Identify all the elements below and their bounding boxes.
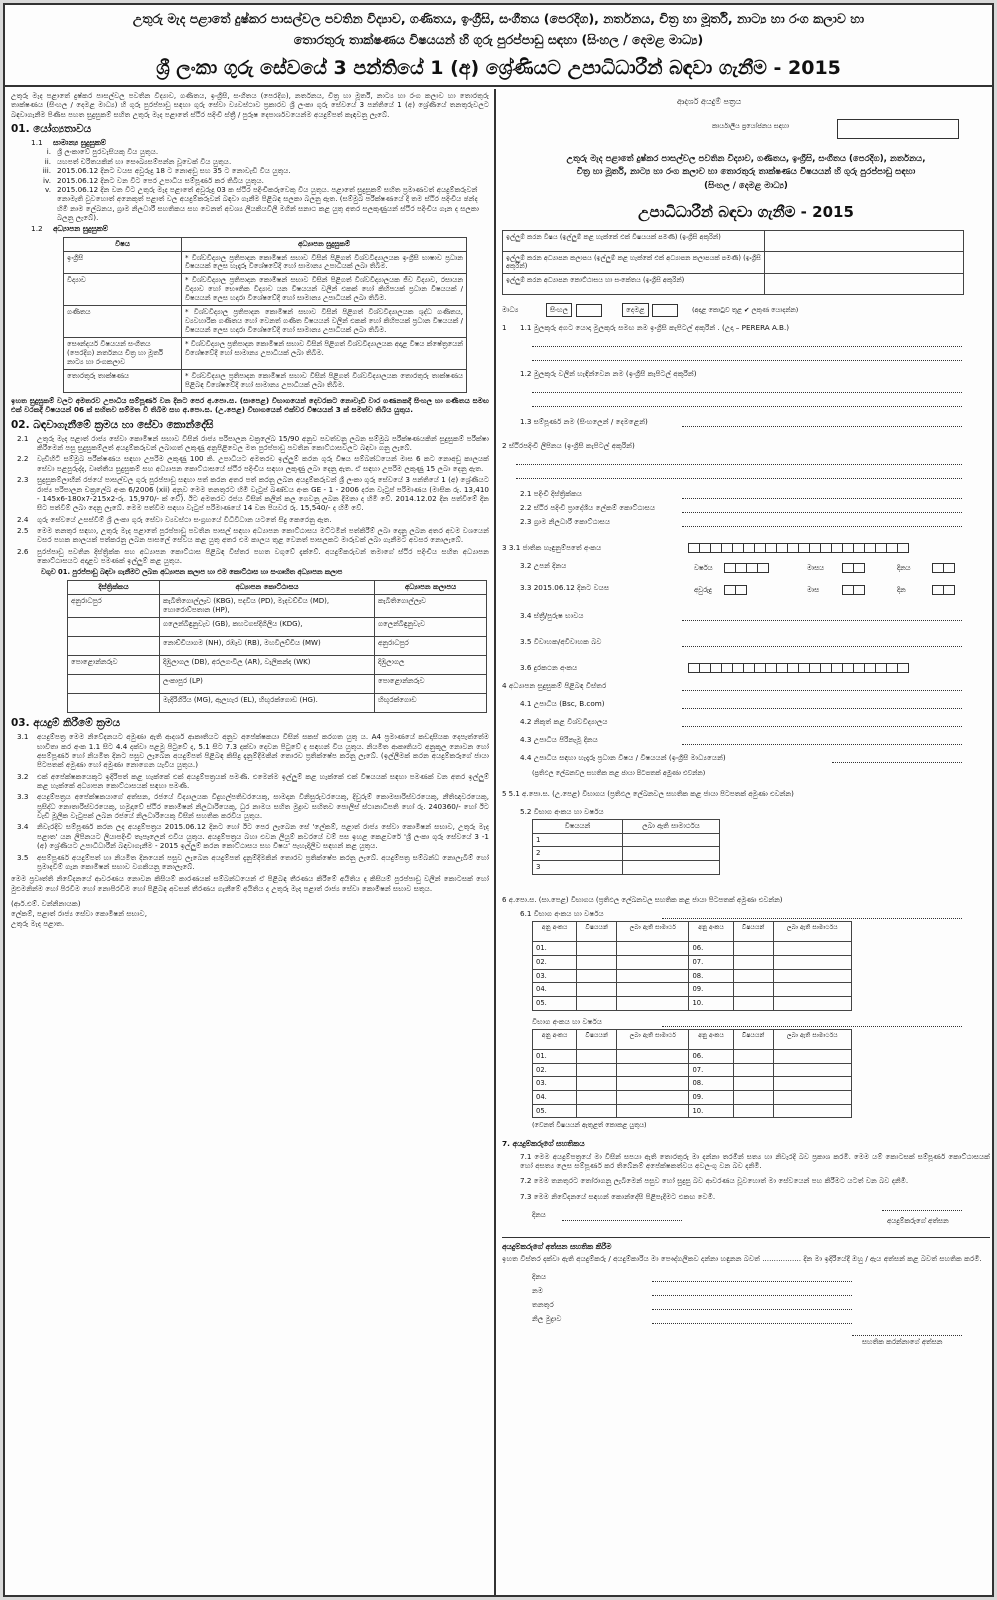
table-row <box>64 338 467 370</box>
schedule-zone: දිඹුලාගල <box>375 656 487 675</box>
dob-month-boxes[interactable] <box>842 563 864 573</box>
schedule-district <box>68 694 160 713</box>
ol-grade-cell[interactable] <box>773 1077 851 1091</box>
attestation-field-input[interactable] <box>652 1286 852 1296</box>
ol-index: 04. <box>533 1090 577 1104</box>
table-row <box>68 656 487 675</box>
intro-paragraph: උතුරු මැද පළාතේ දුෂ්කර පාසල්වල පවතින විද්‍යාව, ගණිතය, ඉංග්‍රීසි, සංගීතය (පෙරදිග), නර්තනය, චිත්‍ර හා මූර්ති, නාට්‍ය හා රංග කලාව හා තොරතුරු තාක්ෂණය (සිංහල / දෙමළ මාධ්‍ය) හි ගුරු පුරප්පාඩු සඳහා ගුරු සේවා ව්‍යවස්ථාව ප්‍රකාරව ශ්‍රී ලංකා ගුරු සේවයේ 3 පන්තියේ 1 (අ) ශ්‍රේණියේ තනතුරුවලට බඳවාගැනීම පිණිස පහත සුදුසුකම් සහිත උතුරු මැද පළාතේ ස්ථිර පදිංචි ස්ත්‍රී / පුරුෂ දෙපාර්ශවයෙන්ම අයදුම්පත් කැඳවනු ලැබේ. <box>11 91 489 119</box>
qual-requirement: * විශ්වවිද්‍යාල ප්‍රතිපාදන කොමිෂන් සභාව විසින් පිළිගත් විශ්වවිද්‍යාලයක අදාළ විෂය ක්ෂේත්‍රයෙන් විශේෂවේදී හෝ සාමාන්‍ය උපාධියක් ලබා තිබීම. <box>182 338 467 370</box>
field-6-1-label: 6.1 විභාග අංකය හා වර්ෂය <box>520 909 604 919</box>
applicant-date-label: දිනය <box>532 1211 546 1220</box>
numbered-clause: 3.1 අයදුම්පත්‍ර මෙම නිවේදනයට අමුණා ඇති ආදර්ශ ආකෘතියට අනුව අපේක්ෂකයා විසින් සකස් කරගත යුතු ය. A4 ප්‍රමාණයේ කඩදාසියක දෙපැත්තේම භාවිතා කර අංක 1.1 සිට 4.4 දක්වා පළමු පිටුවේ ද, 5.1 සිට 7.3 දක්වා දෙවන පිටුවේ ද සඳහන් විය යුතුය. නියමිත ආකෘතියට අනුකූල නොවන හෝ අසම්පූර්ණ හෝ නියමිත දිනට පසුව ලැබෙන අයදුම්පත් පිළිබඳ කිසිදු දැනුම්දීමකින් තොරව ප්‍රතික්ෂේප කරනු ලැබේ. (ඉල්ලීමක් කරන අයදුම්කරුගේ ජායා පිටපතක් අමුණා හෝ අමුණා නොගෙන යැවිය යුතුය.) <box>17 732 489 770</box>
schedule-header-division: අධ්‍යාපන කොට්ඨාසය <box>160 581 375 595</box>
field-4-1-label: 4.1 උපාධිය (Bsc, B.com) <box>520 698 605 708</box>
qualification-note: ඉහත සුදුසුකම් වලට අමතරව උපාධිය සම්පූර්ණ වන දිනට පෙර අ.පො.ස. (සාපෙළ) විභාගයෙන් දෙවරකට නොවැඩි වාර ගණනකදී සිංහල හා ගණිතය සමඟ එක් වරකදී විෂයයන් 06 ක් සහිතව සම්මත වී තිබීම සහ අ.පො.ස. (උ.පෙළ) විභාගයෙන් එක්වර විෂයයන් 3 ක් සමත්ව තිබිය යුතුය. <box>11 395 489 415</box>
field-3-4-label: 3.4 ස්ත්‍රී/පුරුෂ භාවය <box>520 610 584 620</box>
ol-subject-cell[interactable] <box>733 1104 773 1118</box>
ol-subject-cell[interactable] <box>577 1063 617 1077</box>
attestation-section <box>502 1237 990 1348</box>
table-row <box>533 1090 852 1104</box>
ol-index: 10. <box>689 997 733 1011</box>
field-4-1-input[interactable] <box>682 699 962 709</box>
field-5-2-label: 5.2 විභාග අංකය හා වර්ෂය <box>520 806 604 816</box>
field-1-2-label: 1.2 මුලකුරු වලින් හැඳින්වෙන නම (ඉංග්‍රීසි කැපිටල් අකුරින්) <box>520 368 697 378</box>
ol-grade-cell[interactable] <box>773 969 851 983</box>
general-qualification-item: ii. යහපත් චරිතයකින් හා සෞඛ්‍යසම්පන්න වූවෙක් විය යුතුය. <box>44 156 232 166</box>
field-2-2-input[interactable] <box>682 503 962 513</box>
table-row <box>64 274 467 306</box>
section-2-list <box>11 434 489 566</box>
attestation-field-label: නිල මුද්‍රාව <box>532 1313 562 1323</box>
ol-subject-cell[interactable] <box>733 956 773 970</box>
age-years-boxes[interactable] <box>724 585 746 595</box>
qual-requirement: * විශ්වවිද්‍යාල ප්‍රතිපාදන කොමිෂන් සභාව විසින් පිළිගත් විශ්වවිද්‍යාලයක තොරතුරු තාක්ෂණය පිළිබඳ විශේෂවේදී හෝ සාමාන්‍ය උපාධියක් ලබා තිබීම. <box>182 370 467 393</box>
ol-index: 07. <box>689 1063 733 1077</box>
ol-header: විෂයයන් <box>577 922 617 942</box>
ol-subject-cell[interactable] <box>577 1104 617 1118</box>
ol-grade-cell[interactable] <box>773 1090 851 1104</box>
applicant-signature-line[interactable] <box>882 1201 962 1211</box>
form-heading-line-3: (සිංහල / දෙමළ මාධ්‍ය) <box>704 180 788 191</box>
tamil-checkbox[interactable] <box>652 304 678 317</box>
qualifications-table <box>63 237 467 393</box>
field-5-1-label: 5 5.1 අ.පො.ස. (උ.පෙළ) විභාගය (ප්‍රතිඵල ලේඛනවල සහතික කළ ජායා පිටපතක් අමුණා එවන්න) <box>502 789 794 798</box>
field-3-6-label: 3.6 දුරකථන අංකය <box>520 662 578 672</box>
field-3-3-label: 3.3 2015.06.12 දිනට වයස <box>520 582 610 592</box>
form-heading-line-1: උතුරු මැද පළාතේ දුෂ්කර පාසල්වල පවතින විද්‍යාව, ගණිතය, ඉංග්‍රීසි, සංගීතය (පෙරදිග), නර්තනය, <box>566 154 926 164</box>
schedule-district <box>68 675 160 694</box>
field-1-2-input-line-1[interactable] <box>532 383 962 393</box>
schedule-division: ලංකාපුර (LP) <box>160 675 375 694</box>
ol-results-table-2 <box>532 1029 852 1118</box>
apply-field-input[interactable] <box>765 273 964 294</box>
field-3-2-label: 3.2 උපන් දිනය <box>520 560 567 570</box>
ol-index: 02. <box>533 956 577 970</box>
ol-index: 03. <box>533 969 577 983</box>
signatory-name: (ආර්.එම්. වන්නිනායක) <box>11 899 81 908</box>
application-form <box>502 91 990 1593</box>
schedule-header-district: දිස්ත්‍රික්කය <box>68 581 160 595</box>
numbered-clause: 2.5 මෙම තනතුර සඳහා, උතුරු මැද පළාතේ පුරප්පාඩු පවතින පාසල් සඳහා අධ්‍යාපන කොට්ඨාසය මට්ටමින් පත්කිරීම් ලබා දෙනු ලබන අතර අවම වශයෙන් වසර පහක කාලයක් පත්කරනු ලබන පාසලේ සේවය කළ යුතු අතර එම කාලය තුළ වෙනත් පාසලකට මාරුවක් ලබා ගැනීමට අවසර නොලැබේ. <box>17 526 489 545</box>
subsection-1-2-title: 1.2 අධ්‍යාපන සුදුසුකම් <box>31 224 108 234</box>
ol-subject-cell[interactable] <box>577 997 617 1011</box>
field-1-2-input-line-2[interactable] <box>532 397 962 407</box>
field-6-2-label: විභාග අංකය හා වර්ෂය <box>532 1016 603 1026</box>
numbered-clause: 3.3 අයදුම්පත්‍රය අපේක්ෂකයාගේ අත්සන, රජයේ විද්‍යාලයක විදුහල්පතිවරයෙකු, සාමදාන විනිසුරුවරයෙකු, දිවුරුම් කොමසාරිස්වරයෙකු, නීතිඥවරයෙකු, ප්‍රසිද්ධ නොතාරිස්වරයෙකු, හමුදාවේ ස්ථිර කොමිෂන් නිලධාරියෙකු, ධුර නාමය සහිත මුද්‍රාව සහිතව පොලිස් ස්ථානාධිපති හෝ රු. 240360/- හෝ ඊට වැඩි මූලික වැටුපක් ලබන රජයේ නිලධාරියෙකු විසින් සහතික කරවිය යුතුය. <box>17 792 489 821</box>
qual-header-subject: විෂය <box>64 237 182 251</box>
field-2-input-line-1[interactable] <box>516 455 962 465</box>
ol-subject-cell[interactable] <box>733 969 773 983</box>
ol-index: 06. <box>689 942 733 956</box>
declaration-7-1: 7.1 මෙම අයදුම්පත්‍රයේ මා විසින් සපයා ඇති තොරතුරු මා දන්නා තරමින් සත්‍ය හා නිවැරදි බව ප්‍රකාශ කරමි. මෙම යම් කොටසක් සම්පූර්ණ කොට්ඨාසයක් හෝ අසත්‍ය ලෙස සම්පූර්ණ කර තිබේනම් අපේක්ෂකත්වය අවලංගු වන බව දනිමි. <box>520 1151 990 1170</box>
table-row <box>533 997 852 1011</box>
general-qualification-item: i. ශ්‍රී ලංකාවේ පුරවැසියකු විය යුතුය. <box>46 147 159 157</box>
field-1-3-label: 1.3 සම්පූර්ණ නම (සිංහලෙන් / දෙමළෙන්) <box>520 416 648 426</box>
ol-subject-cell[interactable] <box>577 1077 617 1091</box>
ol-grade-cell[interactable] <box>773 1104 851 1118</box>
ol-header: ලබා ඇති සාමාර්ථය <box>773 922 851 942</box>
ol-grade-cell[interactable] <box>617 956 689 970</box>
ol-index: 05. <box>533 997 577 1011</box>
field-1-1-label: 1.1 මුලකුරු අගට යොදා මුලකුරු සමඟ නම ඉංග්‍රීසි කැපිටල් අකුරින් . (උදා – PERERA A.B.) <box>520 322 790 332</box>
ol-header: ලබා ඇති සාමාර්ථ <box>617 922 689 942</box>
dob-day-boxes[interactable] <box>932 563 954 573</box>
schedule-district: අනුරාධපුර <box>68 595 160 618</box>
ol-subject-cell[interactable] <box>577 969 617 983</box>
field-4-3-input[interactable] <box>682 735 962 745</box>
attestation-field-input[interactable] <box>652 1314 852 1324</box>
apply-field-input[interactable] <box>765 251 964 273</box>
table-row <box>533 1104 852 1118</box>
ol-header: ලබා ඇති සාමාර්ථය <box>773 1029 851 1049</box>
ol-subject-cell[interactable] <box>733 1090 773 1104</box>
numbered-clause: 3.2 එක් අපේක්ෂකයෙකුට ඉදිරිපත් කළ හැක්කේ එක් අයදුම්පත්‍රයක් පමණි. එමෙන්ම ඉල්ලුම් කළ හැක්කේ එක් විෂයයක් සඳහා පමණක් වන අතර ඉල්ලුම් කළ හැක්කේ අධ්‍යාපන කොට්ඨාසයක් සඳහා පමණි. <box>17 771 489 791</box>
ol-subject-cell[interactable] <box>577 1049 617 1063</box>
ol-index: 09. <box>689 983 733 997</box>
medium-label: මාධ්‍ය <box>502 304 519 314</box>
table-row <box>533 1063 852 1077</box>
qual-subject: ඉංග්‍රීසි <box>64 251 182 274</box>
field-4-4-input[interactable] <box>832 753 962 763</box>
table-row <box>68 595 487 618</box>
schedule-division: කැබිතිගොල්ලෑව (KBG), පදවිය (PD), මැදවච්චිය (MD), හොරොව්පතාන (HP), <box>160 595 375 618</box>
ol-header: විෂයයන් <box>577 1029 617 1049</box>
field-3-5-input[interactable] <box>682 637 962 647</box>
qual-subject: විද්‍යාව <box>64 274 182 306</box>
ol-subject-cell[interactable] <box>733 983 773 997</box>
ol-subject-cell[interactable] <box>733 997 773 1011</box>
qual-subject: තොරතුරු තාක්ෂණය <box>64 370 182 393</box>
field-6-2-row <box>502 1015 990 1029</box>
field-2-1-label: 2.1 පදිංචි දිස්ත්‍රික්කය <box>520 488 583 498</box>
form-heading <box>502 153 990 193</box>
ol-note: (වෙනත් විෂයයන් ඇතුළත් කොකළ යුතුය) <box>532 1121 647 1130</box>
header-line-2: තොරතුරු තාක්ෂණය විෂයයන් හි ගුරු පුරප්පාඩු සඳහා (සිංහල / දෙමළ මාධ්‍ය) <box>293 32 704 47</box>
field-4-3-label: 4.3 උපාධිය පිරිනැමූ දිනය <box>520 734 598 744</box>
subsection-1-1-title: 1.1 සාමාන්‍ය සුදුසුකම් <box>31 138 106 148</box>
numbered-clause: 3.5 අසම්පූර්ණ අයදුම්පත් හා නියමිත දිනයෙන් පසුව ලැබෙන අයදුම්පත් දැනුම්දීමකින් තොරව ප්‍රතික්ෂේප කරනු ලැබේ. අයදුම්පත්‍ර සම්බන්ධ නොලැබීම් හෝ ප්‍රමාදවීම් ගැන කොමිෂන් සභාව වගකියනු නොලැබේ. <box>17 852 489 871</box>
medium-row <box>502 303 990 317</box>
apply-field-label: ඉල්ලුම් කරන අධ්‍යාපන කොට්ඨාසය හා සංකේතය (ඉංග්‍රීසි අකුරින්) <box>503 273 765 294</box>
field-6-1-row <box>502 907 990 921</box>
header-line-1: උතුරු මැද පළාතේ දුෂ්කර පාසල්වල පවතින විද්‍යාව, ගණිතය, ඉංග්‍රීසි, සංගීතය (පෙරදිග), නර්තනය, චිත්‍ර හා මූර්ති, නාට්‍ය හා රංග කලාව හා <box>132 11 865 26</box>
table-row <box>533 983 852 997</box>
table-row <box>68 675 487 694</box>
field-4-note: (ප්‍රතිඵල ලේඛනවල සහතික කළ ජායා පිටපතක් අමුණා එවන්න) <box>532 768 706 777</box>
age-days-boxes[interactable] <box>932 585 954 595</box>
table-row <box>64 306 467 338</box>
schedule-zone: පොළොන්නරුව <box>375 675 487 694</box>
medium-note: (අදාළ කොටුව තුළ ✔ ලකුණ යොදන්න) <box>692 305 799 314</box>
qual-header-qualification: අධ්‍යාපන සුදුසුකම් <box>182 237 467 251</box>
age-years-label: අවුරුදු <box>694 585 712 594</box>
qual-requirement: * විශ්වවිද්‍යාල ප්‍රතිපාදන කොමිෂන් සභාව විසින් පිළිගත් විශ්වවිද්‍යාලයක ශුද්ධ ගණිතය, ව්‍යවහාරික ගණිතය හෝ වෙනත් ගණිත විෂයයන් වලින් එකක් හෝ කිහිපයක් ප්‍රධාන විෂයයක් / විෂයයන් ලෙස හදාරා විශේෂවේදී හෝ සාමාන්‍ය උපාධියක් ලබා තිබීම. <box>182 306 467 338</box>
certifier-signature-label: සහතික කරන්නාගේ අත්සන <box>862 1337 943 1346</box>
age-months-boxes[interactable] <box>842 585 864 595</box>
signatory-office: උතුරු මැද පළාත. <box>11 919 65 929</box>
dob-year-label: වර්ෂය <box>694 563 713 572</box>
ol-index: 06. <box>689 1049 733 1063</box>
schedule-division: නොච්චියාගම (NH), රඹෑව (RB), මහවිලච්චිය (MW) <box>160 637 375 656</box>
ol-index: 08. <box>689 969 733 983</box>
attestation-field-input[interactable] <box>652 1272 852 1282</box>
numbered-clause: 2.1 උතුරු මැද පළාත් රාජ්‍ය සේවා කොමිෂන් සභාව විසින් රාජ්‍ය පරිපාලන චක්‍රලේඛ 15/90 අනුව පවත්වනු ලබන සම්මුඛ පරීක්ෂණයකින් සුදුසුකම් පරීක්ෂා කිරීමෙන් පසු සුදුසුකම්ලත් අයදුම්කරුවන් ලබාගත් ලකුණු අනුපිළිවෙල මත පුරප්පාඩු පවතින කොට්ඨාසවලට බඳවා ගනු ලැබේ. <box>17 433 489 453</box>
ol-grade-cell[interactable] <box>773 956 851 970</box>
ol-index: 01. <box>533 1049 577 1063</box>
numbered-clause: 2.2 වැඩිහිටි සම්මුඛ පරීක්ෂණය සඳහා උපරිම ලකුණු 100 කි. උපාධියට අමතරව ඉල්ලුම් කරන ගුරු විෂය සම්බන්ධයෙන් මාස 6 කට නොඅඩු කාලයක් සේවා පළපුරුද්ද, වෘත්තීය සුදුසුකම් සහ අධ්‍යාපන කොට්ඨාසයේ ස්ථිර පදිංචිය සඳහා ලකුණු ලබා දෙනු ඇත. ඒ සඳහා උපරිම ලකුණු 15 ලබා දෙනු ඇත. <box>17 454 489 473</box>
numbered-clause: 2.3 සුදුසුකම්ලාභීන් රජයේ පාසල්වල ගුරු පුරප්පාඩු සඳහා පත් කරන අතර පත් කරනු ලබන අයදුම්කරුවන් ශ්‍රී ලංකා ගුරු සේවයේ 3 පන්තියේ 1 (අ) ශ්‍රේණියට රාජ්‍ය පරිපාලන චක්‍රලේඛ අංක 6/2006 (xii) අනුව මෙම තනතුරට හිමි වැටුප් ඛණ්ඩය අංක GE - 1 - 2006 දරන වැටුප් පරිමාණය (මාසික රු. 13,410 - 145x6-180x7-215x2-රු. 15,970/- ක් වේ). ඊට අමතරව රජය විසින් කලින් කල ගෙවනු ලබන දීමනා ද හිමි වේ. 2014.12.02 දින පත්වීමේ දින සිට පත්වීම් ලබා දෙනු ලැබේ. මෙම පත්වීම සඳහා වැටුප් පරිමාණයේ 14 වන පියවර රු. 15,540/- ද හිමි වේ. <box>17 475 489 513</box>
declaration-7-3: 7.3 මෙම නිවේදනයේ සඳහන් කොන්දේසි පිළිපැදීමට එකඟ වෙමි. <box>520 1191 716 1201</box>
notice-header <box>5 5 992 87</box>
apply-field-input[interactable] <box>765 230 964 251</box>
numbered-clause: 2.4 ගුරු සේවයේ උසස්වීම් ශ්‍රී ලංකා ගුරු සේවා ව්‍යවස්ථා සංග්‍රහයේ විධිවිධාන යටතේ සිදු කෙරෙනු ඇත. <box>17 514 332 524</box>
table-row <box>68 618 487 637</box>
applicant-signature-label: අයදුම්කරුගේ අත්සන <box>887 1217 949 1226</box>
section-3-title: 03. අයදුම් කිරීමේ ක්‍රමය <box>11 717 120 730</box>
ol-grade-cell[interactable] <box>773 997 851 1011</box>
dob-day-label: දිනය <box>897 563 911 572</box>
ol-grade-cell[interactable] <box>773 983 851 997</box>
ol-index: 10. <box>689 1104 733 1118</box>
ol-index: 07. <box>689 956 733 970</box>
age-months-label: මාස <box>807 585 820 594</box>
schedule-district: පොළොන්නරුව <box>68 656 160 675</box>
ol-grade-cell[interactable] <box>617 983 689 997</box>
ol-grade-cell[interactable] <box>617 1090 689 1104</box>
field-2-input-line-2[interactable] <box>516 469 962 479</box>
ol-grade-cell[interactable] <box>773 942 851 956</box>
field-3-4-input[interactable] <box>682 611 962 621</box>
table-row <box>68 637 487 656</box>
ol-subject-cell[interactable] <box>577 942 617 956</box>
ol-grade-cell[interactable] <box>617 1104 689 1118</box>
ol-results-table-1 <box>532 921 852 1010</box>
field-3-5-label: 3.5 විවාහක/අවිවාහක බව <box>520 636 602 646</box>
section-3-list <box>11 732 489 871</box>
attestation-field <box>532 1312 990 1326</box>
ol-grade-cell[interactable] <box>617 1063 689 1077</box>
general-qualification-item: iii. 2015.06.12 දිනට වයස අවුරුදු 18 ට නොඅඩු සහ 35 ට නොවැඩි විය යුතුය. <box>42 166 291 176</box>
signatory-title: ලේකම්, පළාත් රාජ්‍ය සේවා කොමිෂන් සභාව, <box>11 909 147 919</box>
tamil-option-label: දෙමළ <box>622 303 649 317</box>
table-row <box>503 251 964 273</box>
dob-month-label: මාසය <box>807 563 824 572</box>
notice-body <box>11 91 489 1593</box>
schedule-zone: කැබිතිගොල්ලෑව <box>375 595 487 618</box>
attestation-field-label: නම <box>532 1285 544 1295</box>
general-qualifications-list <box>11 147 489 222</box>
notice-title: ශ්‍රී ලංකා ගුරු සේවයේ 3 පන්තියේ 1 (අ) ශ්‍රේණියට උපාධිධාරීන් බඳවා ගැනීම - 2015 <box>156 57 841 79</box>
gazette-page <box>3 3 994 1597</box>
ol-index: 02. <box>533 1063 577 1077</box>
al-subject-cell[interactable]: 3 <box>533 861 623 875</box>
ol-header: අනු අංකය <box>533 922 577 942</box>
field-6-1-input[interactable] <box>662 909 962 919</box>
field-4-2-label: 4.2 නිකුත් කළ විශ්වවිද්‍යාලය <box>520 716 608 726</box>
section-1-title: 01. යෝග්‍යතාවය <box>11 123 92 136</box>
schedule-header-zone: අධ්‍යාපන කලාපය <box>375 581 487 595</box>
ol-header: අනු අංකය <box>689 922 733 942</box>
qual-subject: ගණිතය <box>64 306 182 338</box>
table-row <box>64 251 467 274</box>
sinhala-checkbox[interactable] <box>576 304 602 317</box>
field-2-3-input[interactable] <box>682 517 962 527</box>
ol-index: 03. <box>533 1077 577 1091</box>
schedule-division: ගලෙන්බිඳුනුවැව (GB), කහටගස්දිගිලිය (KDG), <box>160 618 375 637</box>
apply-field-label: ඉල්ලුම් කරන විෂය (ඉල්ලුම් කළ හැක්කේ එක් විෂයයක් පමණි) (ඉංග්‍රීසි අකුරින්) <box>503 230 765 251</box>
field-3-1-label: 3 3.1 ජාතික හැඳුනුම්පතේ අංකය <box>502 542 602 552</box>
ol-grade-cell[interactable] <box>773 1049 851 1063</box>
ol-index: 05. <box>533 1104 577 1118</box>
attestation-field-label: දිනය <box>532 1271 547 1281</box>
schedule-zone: හිඟුරක්ගොඩ <box>375 694 487 713</box>
ol-header: විෂයයන් <box>733 1029 773 1049</box>
attestation-title: අයදුම්කරුගේ අත්සන සහතික කිරීම <box>502 1242 612 1252</box>
closing-paragraph: මෙම ප්‍රවෘත්ති නිවේදනයේ ආවරණය නොවන කිසියම් කාරණයක් සම්බන්ධයෙන් ඒ පිළිබඳ තීරණය කිරීමේ අයිතිය ද කිසියම් පුරප්පාඩු වලින් කොටසක් හෝ මුළුමනින්ම හෝ පිරවීම හෝ නොපිරවීම හෝ පිළිබඳ අවසන් තීරණය ගැනීමේ අයිතිය ද උතුරු මැද පළාත් රාජ්‍ය සේවා කොමිෂන් සභාව සතුය. <box>11 874 489 893</box>
field-4-4-label: 4.4 උපාධිය සඳහා හැදෑරූ ප්‍රධාන විෂය / විෂයයන් (ඉංග්‍රීසි මාධ්‍යයෙන්) <box>520 752 726 762</box>
field-1-1-input-line-1[interactable] <box>532 337 962 347</box>
ol-subject-cell[interactable] <box>577 983 617 997</box>
ol-grade-cell[interactable] <box>617 942 689 956</box>
section-2-title: 02. බඳවාගැනීමේ ක්‍රමය හා සේවා කොන්දේසි <box>11 418 214 431</box>
table-row <box>503 230 964 251</box>
schedule-district <box>68 637 160 656</box>
office-use-box <box>837 119 959 139</box>
ol-header: ලබා ඇති සාමාර්ථ <box>617 1029 689 1049</box>
nic-boxes[interactable] <box>688 543 908 553</box>
certifier-signature-line[interactable] <box>852 1326 962 1336</box>
ol-header: විෂයයන් <box>733 922 773 942</box>
field-2-1-input[interactable] <box>682 489 962 499</box>
form-title: උපාධිධාරීන් බඳවා ගැනීම - 2015 <box>638 202 854 221</box>
ol-header: අනු අංකය <box>689 1029 733 1049</box>
attestation-fields <box>532 1270 990 1326</box>
qual-requirement: * විශ්වවිද්‍යාල ප්‍රතිපාදන කොමිෂන් සභාව විසින් පිළිගත් විශ්වවිද්‍යාලයක ජීව විද්‍යාව, රසායන විද්‍යාව හෝ භෞතික විද්‍යාව යන විෂයයන් වලින් එකක් හෝ කිහිපයක් ප්‍රධාන විෂයයක් / විෂයයන් ලෙස හදාරා විශේෂවේදී හෝ සාමාන්‍ය උපාධියක් ලබා තිබීම. <box>182 274 467 306</box>
apply-for-table <box>502 230 964 295</box>
schedule-district <box>68 618 160 637</box>
attestation-field <box>532 1270 990 1284</box>
ol-index: 01. <box>533 942 577 956</box>
table-row <box>533 969 852 983</box>
field-1-3-input[interactable] <box>682 417 962 427</box>
table-row <box>533 1049 852 1063</box>
al-header-grade: ලබා ඇති සාමාර්ථය <box>623 819 720 833</box>
ol-header: අනු අංකය <box>533 1029 577 1049</box>
ol-grade-cell[interactable] <box>617 969 689 983</box>
table-row <box>64 370 467 393</box>
al-subject-cell[interactable]: 1 <box>533 833 623 847</box>
ol-grade-cell[interactable] <box>617 1049 689 1063</box>
schedule-division: මැදිරිගිරිය (MG), ඇලහැර (EL), හිඟුරක්ගොඩ (HG). <box>160 694 375 713</box>
apply-field-label: ඉල්ලුම් කරන අධ්‍යාපන කලාපය (ඉල්ලුම් කළ හැක්කේ එක් අධ්‍යාපන කලාපයක් පමණි) (ඉංග්‍රීසි අකුරින්) <box>503 251 765 273</box>
numbered-clause: 3.4 නිවැරදිව සම්පූර්ණ කරන ලද අයදුම්පත්‍රය 2015.06.12 දිනට හෝ ඊට පෙර ලැබෙන සේ 'ලේකම්, පළාත් රාජ්‍ය සේවා කොමිෂන් සභාව, උතුරු මැද පළාත' යන ලිපිනයට ලියාපදිංචි තැපෑලෙන් එවිය යුතුය. අයදුම්පත්‍රය බහා එවන ලියුම් කවරයේ වම් පස ඉහළ කෙළවරේ 'ශ්‍රී ලංකා ගුරු සේවයේ 3 -1 (අ) ශ්‍රේණියට උපාධිධාරීන් බඳවාගැනීම - 2015 ඉල්ලුම් කරන කොට්ඨාසය සහ විෂය' පැහැදිලිව සඳහන් කළ යුතුය. <box>17 822 489 851</box>
general-qualification-item: v. 2015.06.12 දින වන විට උතුරු මැද පළාතේ අවුරුදු 03 ක ස්ථිර පදිංචිකරුවෙකු විය යුතුය. පළාතේ සුදුසුකම් සහිත ප්‍රමාණවත් අයදුම්කරුවන් නොමැති වුවහොත් අනෙකුත් පළාත් වල අයදුම්කරුවන් බඳවා ගැනීම පිළිබඳ සලකා බලනු ඇත. (සම්මුඛ පරීක්ෂණයේ දී තම ස්ථිර පදිංචිය ඡන්ද හිමි නාම ලේඛනය, ග්‍රාම නිලධාරී සහතිකය සහ වෙනත් අවශ්‍ය ලියකියවිලි මගින් සනාථ කළ යුතු අතර සලකුණුයන් ස්ථිර පදිංචිය ගැන ද සලකා බලනු ලැබේ). <box>45 184 480 222</box>
applicant-sign-row <box>502 1201 990 1231</box>
ol-subject-cell[interactable] <box>733 1049 773 1063</box>
table-row <box>533 942 852 956</box>
attestation-field <box>532 1298 990 1312</box>
schedule-caption: වගුව 01. පුරප්පාඩු බඳවා ගැනීමට ලබන අධ්‍යාපන කලාප හා එම කොට්ඨාස හා සංගෘහිත අධ්‍යාපන කලාප <box>41 568 343 577</box>
form-heading-line-2: චිත්‍ර හා මූර්ති, නාට්‍ය හා රංග කලාව හා තොරතුරු තාක්ෂණය විෂයයන් හි ගුරු පුරප්පාඩු සඳහා <box>576 167 916 178</box>
dob-year-boxes[interactable] <box>724 563 768 573</box>
qual-requirement: * විශ්වවිද්‍යාල ප්‍රතිපාදන කොමිෂන් සභාව විසින් පිළිගත් විශ්වවිද්‍යාලයක ඉංග්‍රීසි භාෂාව ප්‍රධාන විෂයයක් ලෙස හැදෑරූ විශේෂවේදී හෝ සාමාන්‍ය උපාධියක් ලබා තිබීම. <box>182 251 467 274</box>
ol-subject-cell[interactable] <box>577 1090 617 1104</box>
ol-grade-cell[interactable] <box>773 1063 851 1077</box>
ol-subject-cell[interactable] <box>733 942 773 956</box>
ol-subject-cell[interactable] <box>733 1063 773 1077</box>
declaration-7-2: 7.2 මෙම තනතුරට තෝරාගනු ලැබීමෙන් පසුව හෝ සුදුසු බව ආවරණය වූවහොත් මා සේවයෙන් පහ කිරීමට යටත් වන බව දනිමි. <box>520 1176 909 1186</box>
ol-grade-cell[interactable] <box>617 1077 689 1091</box>
table-row <box>533 956 852 970</box>
schedule-table <box>67 580 487 713</box>
field-2-3-label: 2.3 ග්‍රාම නිලධාරී කොට්ඨාසය <box>520 516 611 526</box>
ol-index: 09. <box>689 1090 733 1104</box>
field-1-1-input-line-2[interactable] <box>532 351 962 361</box>
attestation-text: ඉහත විස්තර දක්වා ඇති අයදුම්කරු / අයදුම්කාරිය මා පෞද්ගලිකව දන්නා හඳුනන බවත් ................. දින මා ඉදිරියේදී ඔහු / ඇය අත්සන් කළ බවත් සහතික කරමි. <box>502 1254 982 1264</box>
attestation-field-input[interactable] <box>652 1300 852 1310</box>
office-use-label: කාර්යාලීය ප්‍රයෝජනය සඳහා <box>712 122 790 130</box>
phone-boxes[interactable] <box>688 663 908 673</box>
field-4-2-input[interactable] <box>682 717 962 727</box>
ol-subject-cell[interactable] <box>733 1077 773 1091</box>
field-6-label: 6 අ.පො.ස. (සා.පෙළ) විභාගය (ප්‍රතිඵල ලේඛනවල සහතික කළ ජායා පිටපතක් අමුණා එවන්න) <box>502 896 783 905</box>
field-4-input[interactable] <box>682 681 962 691</box>
ol-subject-cell[interactable] <box>577 956 617 970</box>
general-qualification-item: iv. 2015.06.12 දිනට වන විට පෙර උපාධිය සම්පූර්ණ කර තිබිය යුතුය. <box>43 175 264 185</box>
field-2-2-label: 2.2 ස්ථිර පදිංචි ප්‍රාදේශීය ලේකම් කොට්ඨාසය <box>520 502 656 512</box>
field-7-title: 7. අයදුම්කරුගේ සහතිකය <box>502 1139 585 1149</box>
ol-index: 04. <box>533 983 577 997</box>
table-row <box>533 1077 852 1091</box>
numbered-clause: 2.6 පුරප්පාඩු පවතින දිස්ත්‍රික්ක සහ අධ්‍යාපන කොට්ඨාස පිළිබඳ විස්තර පහත වගුවේ දැක්වේ. අයදුම්කරුවන් තමාගේ ස්ථිර පදිංචිය සහිත අධ්‍යාපන කොට්ඨාසයට අදාළව පමණක් ඉල්ලුම් කළ යුතුය. <box>17 546 489 566</box>
applicant-date-input[interactable] <box>562 1211 682 1221</box>
field-2-label: 2 ස්ථිරපදිංචි ලිපිනය (ඉංග්‍රීසි කැපිටල් අකුරින්) <box>502 440 635 450</box>
attestation-field-label: තනතුර <box>532 1299 554 1309</box>
attestation-field <box>532 1284 990 1298</box>
field-4-label: 4 අධ්‍යාපන සුදුසුකම් පිළිබඳ විස්තර <box>502 680 607 690</box>
personal-details-fields: 1 1.1 මුලකුරු අගට යොදා මුලකුරු සමඟ නම ඉංග්‍රීසි කැපිටල් අකුරින් . (උදා – PERERA A.B.) 1.2 මුලකුරු වලින් හැඳින්වෙන නම (ඉංග්‍රීසි කැපිටල් අකුරින්) 1.3 සම්පූර්ණ නම (සිංහලෙන් / දෙමළෙන්) 2 ස්ථිරපදිංචි ලිපිනය (ඉංග්‍රීසි කැපිටල් අකුරින්) 2.1 පදිංචි දිස්ත්‍රික්කය 2.2 ස්ථිර පදිංචි ප්‍රාදේශීය ලේකම් කොට්ඨාසය 2.3 ග්‍රාම නිලධාරී කොට්ඨාසය 3 3.1 ජාතික හැඳුනුම්පතේ අංකය 3.2 උපන් දිනය වර්ෂය මාසය දිනය 3.3 2015.06.12 දිනට වයස අවුරුදු මාස දින 3.4 ස්ත්‍රී/පුරුෂ භාවය 3.5 විවාහක/අවිවාහක බව 3.6 දුරකථන අංකය 4 අධ්‍යාපන සුදුසුකම් පිළිබඳ විස්තර 4.1 උපාධිය (Bsc, B.com) 4.2 නිකුත් කළ විශ්වවිද්‍යාලය 4.3 උපාධිය පිරිනැමූ දිනය 4.4 උපාධිය සඳහා හැදෑරූ ප්‍රධාන විෂය / විෂයයන් (ඉංග්‍රීසි මාධ්‍යයෙන්) (ප්‍රතිඵල ලේඛනවල සහතික කළ ජායා පිටපතක් අමුණා එවන්න) 5 5.1 අ.පො.ස. (උ.පෙළ) විභාගය (ප්‍රතිඵල ලේඛනවල සහතික කළ ජායා පිටපතක් අමුණා එවන්න) 5.2 විභාග අංකය හා වර්ෂය <box>502 321 990 881</box>
model-form-title: ආදර්ශ අයදුම් පත්‍රය <box>677 97 742 106</box>
qual-subject: සෞන්දර්ය විෂයයන් සංගීතය (පෙරදිග) නර්තනය චිත්‍ර හා මූර්ති නාට්‍ය හා රංගකලාව <box>64 338 182 370</box>
table-row <box>503 273 964 294</box>
age-days-label: දින <box>897 585 906 594</box>
al-subject-cell[interactable]: 2 <box>533 847 623 861</box>
al-header-subjects: විෂයයන් <box>533 819 623 833</box>
signature-block <box>11 899 489 929</box>
ol-index: 08. <box>689 1077 733 1091</box>
schedule-zone: ගලෙන්බිඳුනුවැව <box>375 618 487 637</box>
schedule-division: දිඹුලාගල (DB), අරලගංවිල (AR), වැලිකන්ද (WK) <box>160 656 375 675</box>
table-row <box>68 694 487 713</box>
field-6-2-input[interactable] <box>662 1017 962 1027</box>
column-divider <box>494 89 496 1597</box>
schedule-zone: අනුරාධපුර <box>375 637 487 656</box>
ol-grade-cell[interactable] <box>617 997 689 1011</box>
sinhala-option-label: සිංහල <box>546 303 572 317</box>
